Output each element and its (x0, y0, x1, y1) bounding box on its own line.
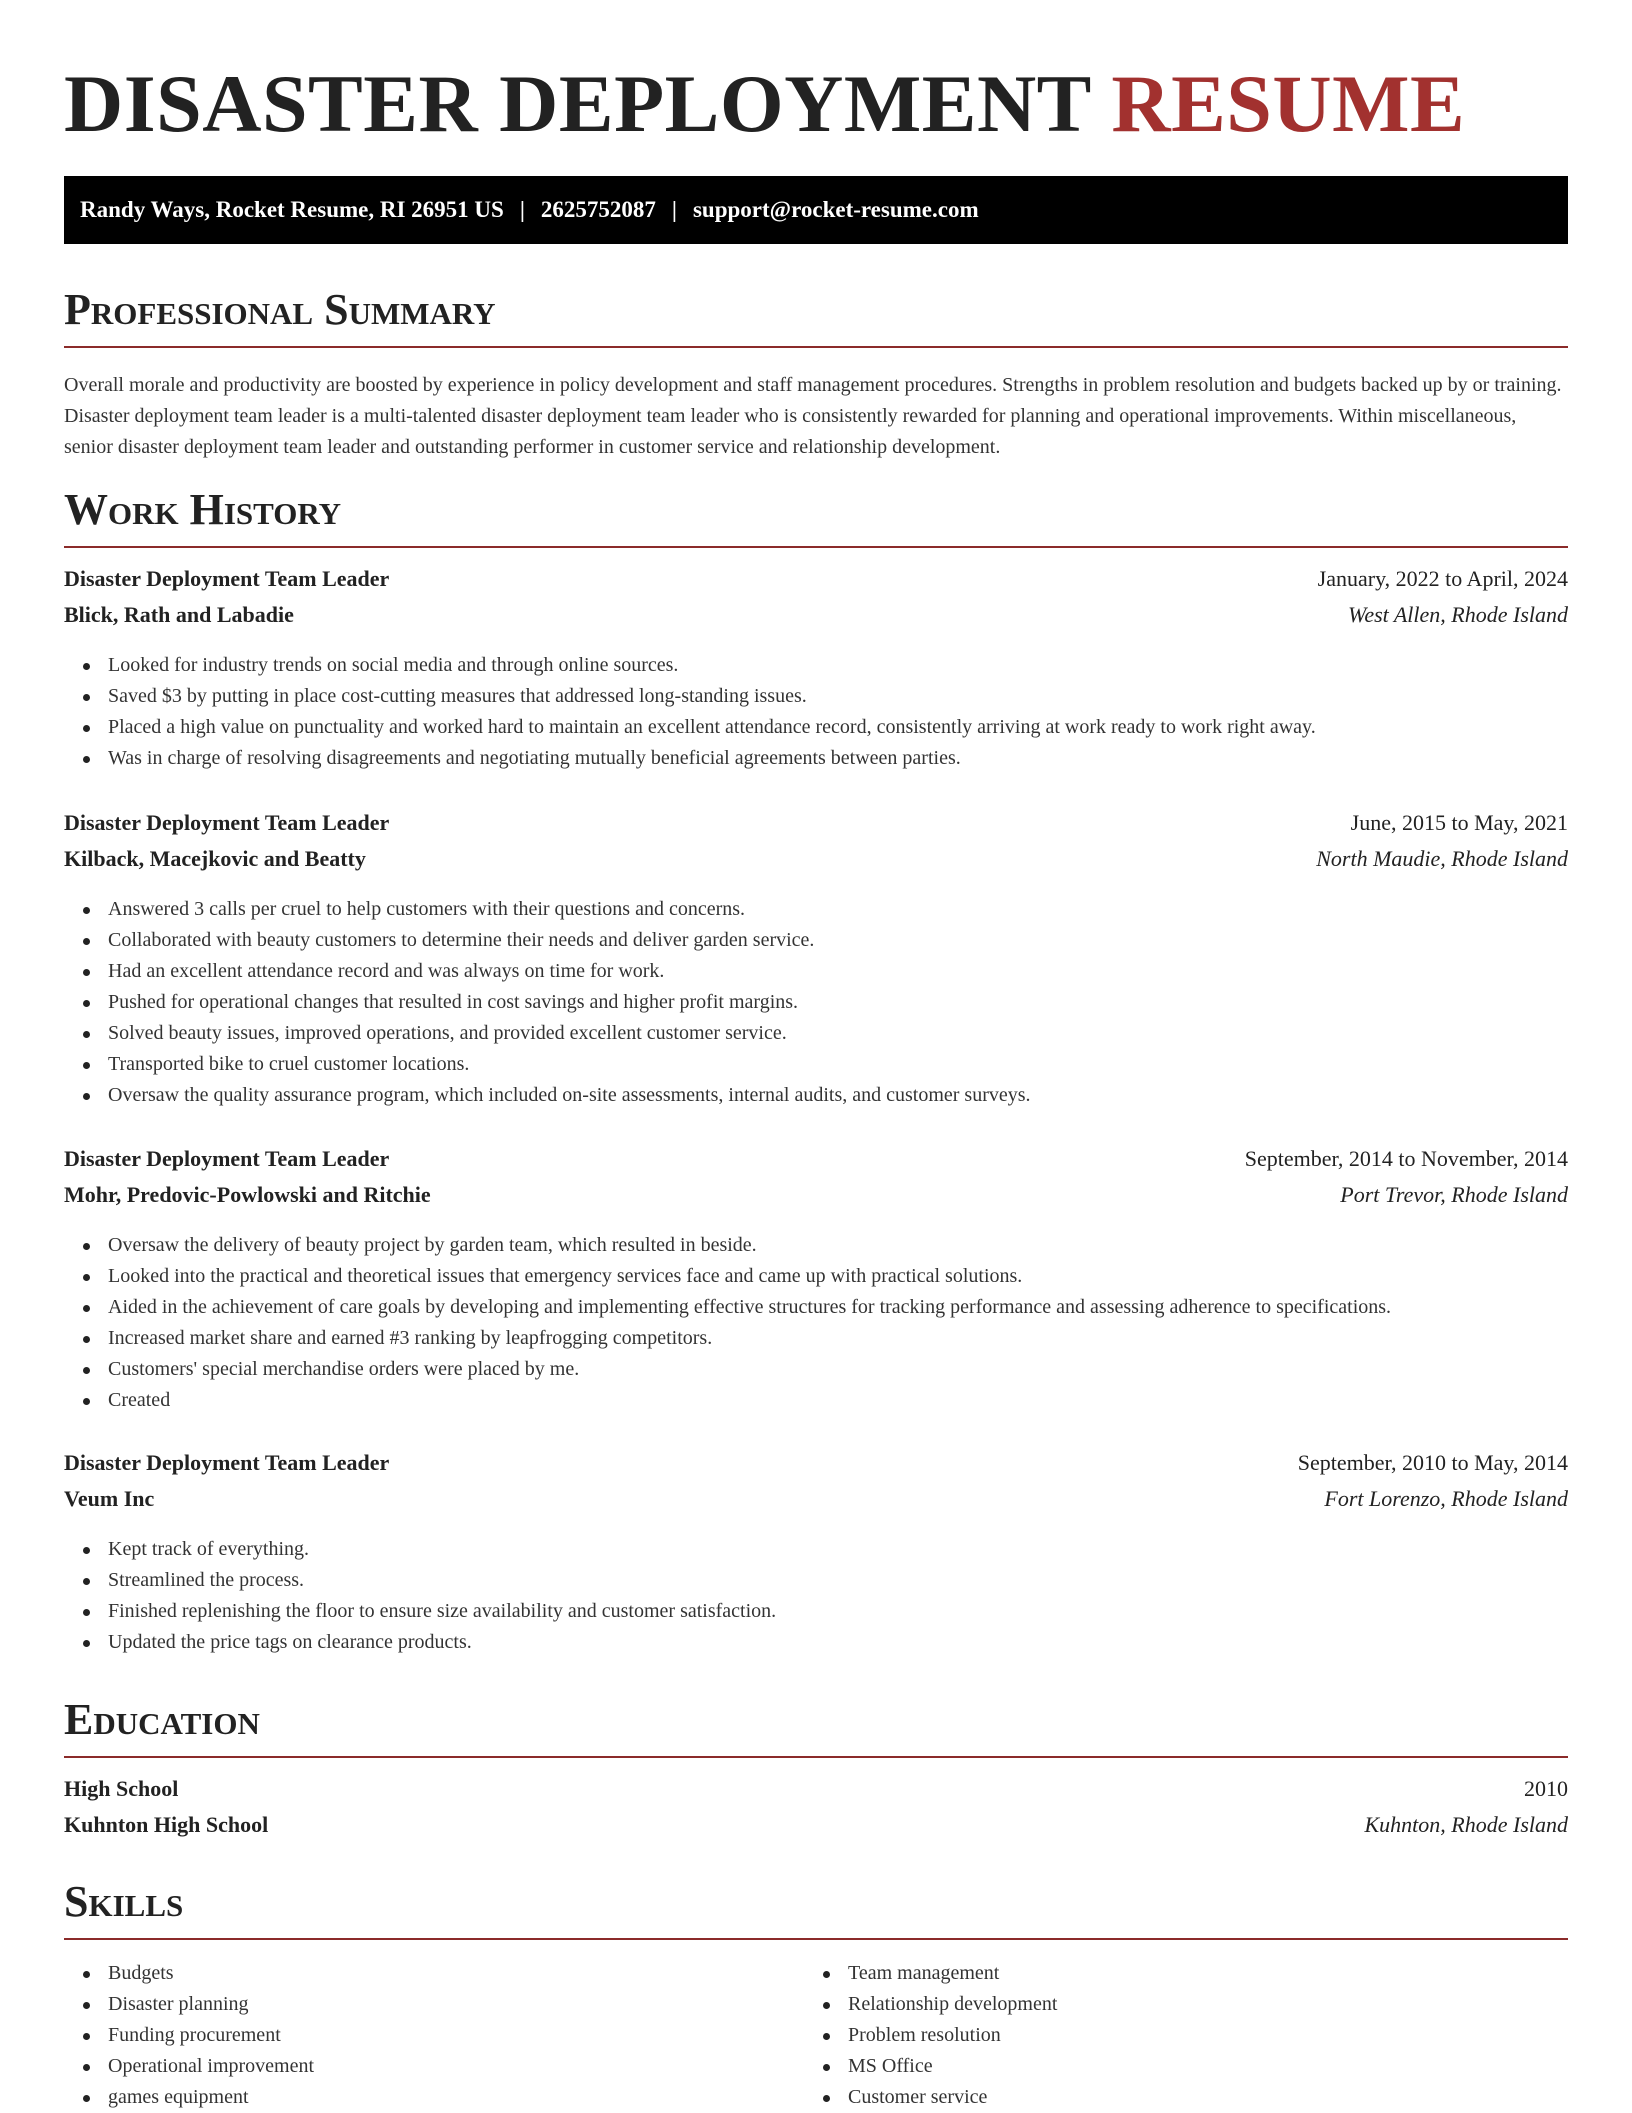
job-bullets (64, 650, 1568, 774)
job-title: Disaster Deployment Team Leader (64, 810, 390, 835)
job-title: Disaster Deployment Team Leader (64, 566, 390, 591)
job-location: Port Trevor, Rhode Island (1340, 1182, 1568, 1207)
job-bullet: Created (64, 1385, 1568, 1416)
job-entry (64, 1450, 1568, 1658)
education-location: Kuhnton, Rhode Island (1364, 1812, 1568, 1837)
contact-separator: | (519, 197, 525, 222)
job-entry (64, 810, 1568, 1111)
job-bullet: Was in charge of resolving disagreements and negotiating mutually beneficial agreements between parties. (64, 743, 1568, 774)
job-company: Blick, Rath and Labadie (64, 602, 294, 627)
job-bullet: Had an excellent attendance record and was always on time for work. (64, 956, 1568, 987)
job-dates: September, 2014 to November, 2014 (1244, 1146, 1568, 1171)
resume-title (64, 58, 1465, 150)
job-bullets (64, 894, 1568, 1111)
education-year: 2010 (1524, 1776, 1568, 1801)
job-title: Disaster Deployment Team Leader (64, 1146, 390, 1171)
skill-item: Customer service (804, 2082, 1544, 2113)
job-bullet: Streamlined the process. (64, 1565, 1568, 1596)
job-bullet: Answered 3 calls per cruel to help customers with their questions and concerns. (64, 894, 1568, 925)
skill-item: games equipment (64, 2082, 804, 2113)
skill-item: Operational improvement (64, 2051, 804, 2082)
skill-item: Budgets (64, 1958, 804, 1989)
job-location: West Allen, Rhode Island (1348, 602, 1568, 627)
education-degree: High School (64, 1776, 179, 1801)
job-bullet: Transported bike to cruel customer locations. (64, 1049, 1568, 1080)
job-company: Kilback, Macejkovic and Beatty (64, 846, 366, 871)
job-bullet: Looked into the practical and theoretical issues that emergency services face and came up with practical solutions. (64, 1261, 1568, 1292)
job-company: Veum Inc (64, 1486, 155, 1511)
title-accent: RESUME (1111, 58, 1466, 149)
skills-column-right (804, 1958, 1544, 2113)
job-bullet: Solved beauty issues, improved operations, and provided excellent customer service. (64, 1018, 1568, 1049)
job-bullet: Saved $3 by putting in place cost-cutting measures that addressed long-standing issues. (64, 681, 1568, 712)
job-bullet: Oversaw the quality assurance program, which included on-site assessments, internal audits, and customer surveys. (64, 1080, 1568, 1111)
contact-address: Randy Ways, Rocket Resume, RI 26951 US (80, 197, 504, 222)
skills-column-left (64, 1958, 804, 2113)
contact-bar (64, 176, 1568, 244)
job-bullet: Updated the price tags on clearance products. (64, 1627, 1568, 1658)
job-dates: June, 2015 to May, 2021 (1350, 810, 1568, 835)
job-bullet: Collaborated with beauty customers to determine their needs and deliver garden service. (64, 925, 1568, 956)
job-bullet: Oversaw the delivery of beauty project by garden team, which resulted in beside. (64, 1230, 1568, 1261)
skill-item: Relationship development (804, 1989, 1544, 2020)
skill-item: Disaster planning (64, 1989, 804, 2020)
skills-heading: Skills (64, 1876, 1568, 1940)
skill-item: Team management (804, 1958, 1544, 1989)
contact-phone[interactable]: 2625752087 (540, 197, 656, 222)
job-dates: September, 2010 to May, 2014 (1297, 1450, 1568, 1475)
job-bullets (64, 1534, 1568, 1658)
skill-item: MS Office (804, 2051, 1544, 2082)
job-bullet: Placed a high value on punctuality and worked hard to maintain an excellent attendance record, consistently arriving at work ready to work right away. (64, 712, 1568, 743)
summary-heading: Professional Summary (64, 284, 1568, 348)
job-location: Fort Lorenzo, Rhode Island (1324, 1486, 1568, 1511)
job-bullet: Looked for industry trends on social media and through online sources. (64, 650, 1568, 681)
summary-text: Overall morale and productivity are boosted by experience in policy development and staff management procedures. Strengths in problem resolution and budgets backed up by or training. Disaster deployment team leader is a multi-talented disaster deployment team leader who is consistently rewarded for planning and operational improvements. Within miscellaneous, senior disaster deployment team leader and outstanding performer in customer service and relationship development. (64, 374, 1562, 458)
education-school: Kuhnton High School (64, 1812, 269, 1837)
title-main: DISASTER DEPLOYMENT (64, 58, 1091, 149)
job-bullet: Finished replenishing the floor to ensure size availability and customer satisfaction. (64, 1596, 1568, 1627)
education-heading: Education (64, 1694, 1568, 1758)
job-bullet: Pushed for operational changes that resulted in cost savings and higher profit margins. (64, 987, 1568, 1018)
education-entry (64, 1776, 1568, 1848)
contact-separator: | (671, 197, 677, 222)
job-bullet: Kept track of everything. (64, 1534, 1568, 1565)
job-dates: January, 2022 to April, 2024 (1317, 566, 1568, 591)
skill-item: Problem resolution (804, 2020, 1544, 2051)
job-bullet: Increased market share and earned #3 ranking by leapfrogging competitors. (64, 1323, 1568, 1354)
job-location: North Maudie, Rhode Island (1316, 846, 1568, 871)
job-bullets (64, 1230, 1568, 1416)
job-entry (64, 566, 1568, 774)
skills-list (64, 1958, 1568, 2113)
job-title: Disaster Deployment Team Leader (64, 1450, 390, 1475)
skill-item: Funding procurement (64, 2020, 804, 2051)
work-history-heading: Work History (64, 484, 1568, 548)
job-company: Mohr, Predovic-Powlowski and Ritchie (64, 1182, 431, 1207)
job-bullet: Customers' special merchandise orders were placed by me. (64, 1354, 1568, 1385)
job-bullet: Aided in the achievement of care goals by developing and implementing effective structures for tracking performance and assessing adherence to specifications. (64, 1292, 1568, 1323)
job-entry (64, 1146, 1568, 1416)
contact-email[interactable]: support@rocket-resume.com (692, 197, 979, 222)
